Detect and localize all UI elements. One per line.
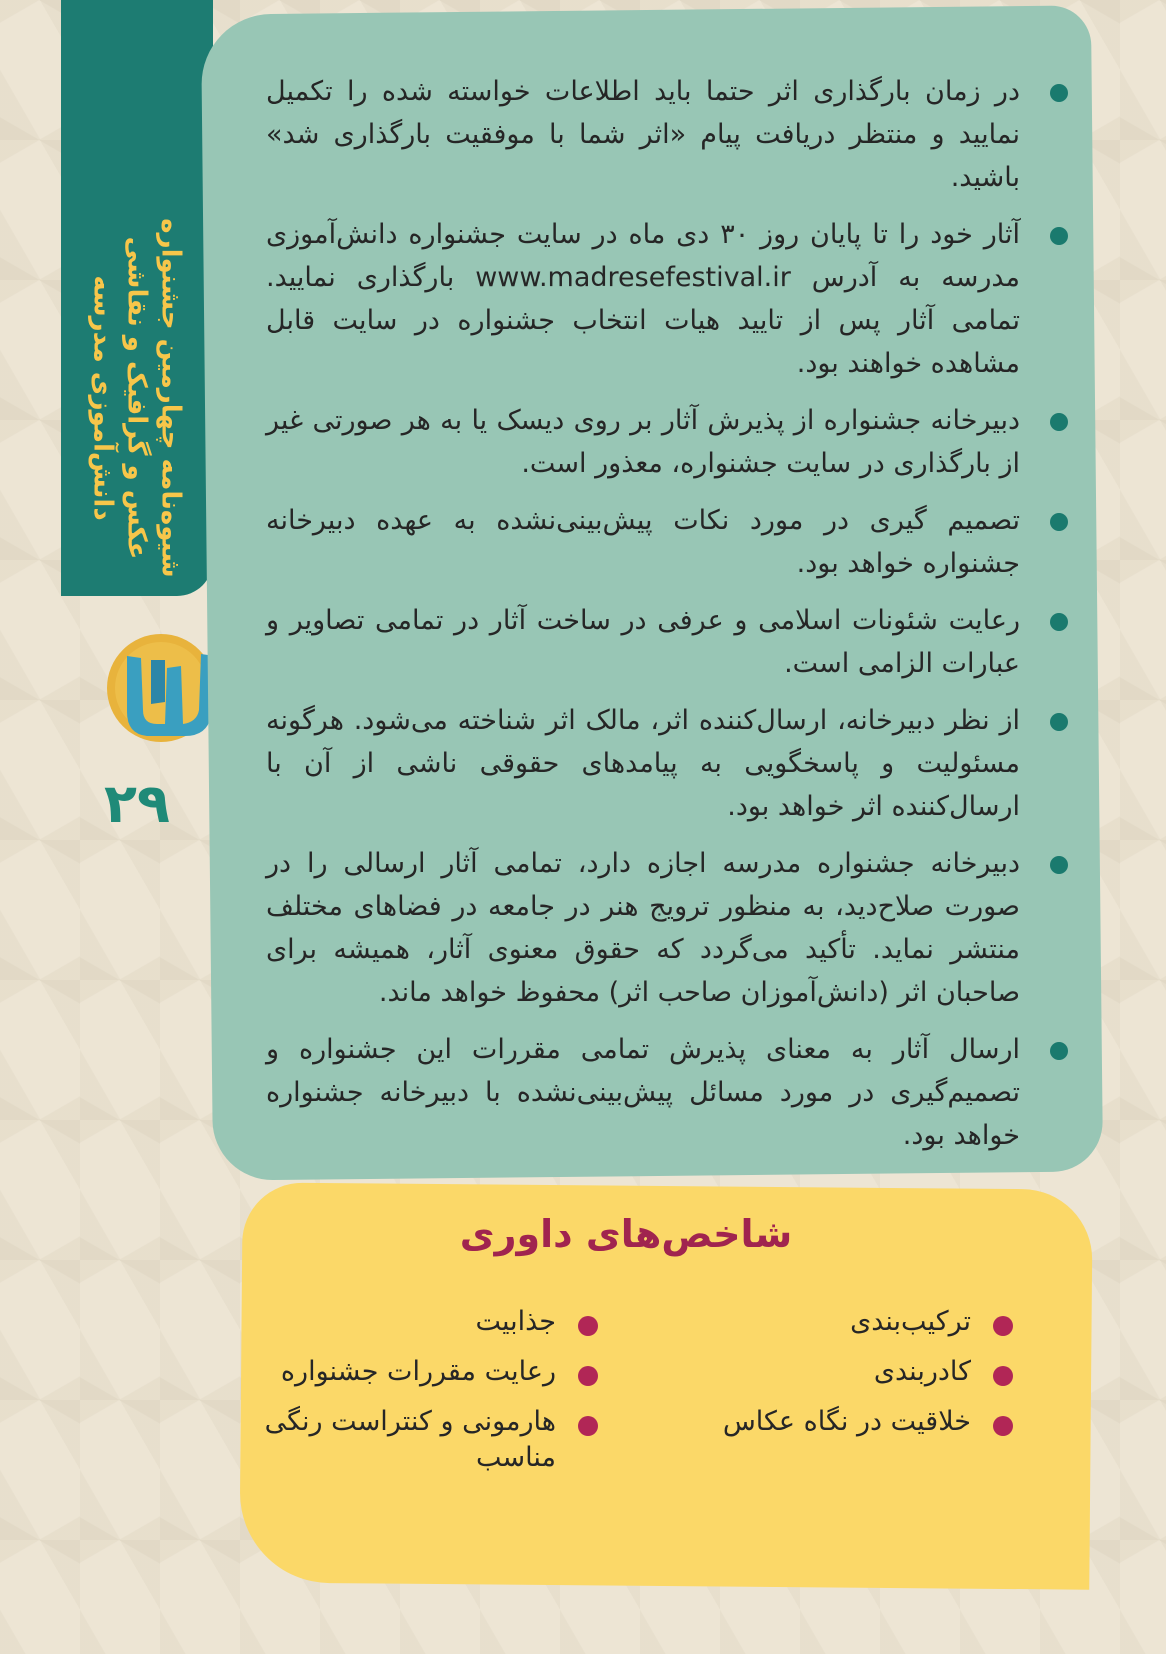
bullet-icon — [578, 1416, 598, 1436]
rule-item — [266, 213, 1076, 385]
bullet-icon — [1050, 613, 1068, 631]
criteria-item — [261, 1354, 606, 1390]
rule-text: در زمان بارگذاری اثر حتما باید اطلاعات خواسته شده را تکمیل نمایید و منتظر دریافت پیام «اثر شما با موفقیت بارگذاری شد» باشید. — [266, 76, 1020, 193]
bullet-icon — [993, 1416, 1013, 1436]
criteria-text: خلاقیت در نگاه عکاس — [722, 1406, 971, 1437]
rule-text: دبیرخانه جشنواره مدرسه اجازه دارد، تمامی آثار ارسالی را در صورت صلاح‌دید، به منظور ترویج هنر در جامعه در فضاهای مختلف منتشر نماید. تأکید می‌گردد که حقوق معنوی آثار، همیشه برای صاحبان اثر (دانش‌آموزان صاحب اثر) محفوظ خواهد ماند. — [266, 848, 1020, 1008]
side-title — [65, 218, 209, 578]
bullet-icon — [1050, 1042, 1068, 1060]
bullet-icon — [1050, 227, 1068, 245]
bullet-icon — [1050, 513, 1068, 531]
criteria-item — [261, 1304, 606, 1340]
rule-text: تصمیم گیری در مورد نکات پیش‌بینی‌نشده به عهده دبیرخانه جشنواره خواهد بود. — [266, 505, 1020, 579]
rule-text: از نظر دبیرخانه، ارسال‌کننده اثر، مالک اثر شناخته می‌شود. هرگونه مسئولیت و پاسخگویی به پیامدهای حقوقی ناشی از آن با ارسال‌کننده اثر خواهد بود. — [266, 705, 1020, 822]
bullet-icon — [1050, 856, 1068, 874]
rule-item — [266, 70, 1076, 199]
rule-text: دبیرخانه جشنواره از پذیرش آثار بر روی دیسک یا به هر صورتی غیر از بارگذاری در سایت جشنواره، معذور است. — [266, 405, 1020, 479]
criteria-text: کادربندی — [873, 1356, 971, 1387]
side-title-line-3: دانش‌آموزی مدرسه — [88, 275, 118, 521]
festival-logo-icon — [105, 632, 217, 744]
criteria-text: رعایت مقررات جشنواره — [280, 1356, 556, 1387]
bullet-icon — [1050, 84, 1068, 102]
bullet-icon — [1050, 413, 1068, 431]
criteria-item — [691, 1304, 1021, 1340]
rule-text: رعایت شئونات اسلامی و عرفی در ساخت آثار در تمامی تصاویر و عبارات الزامی است. — [266, 605, 1020, 679]
criteria-item — [261, 1404, 606, 1476]
rule-item — [266, 699, 1076, 828]
rule-item — [266, 499, 1076, 585]
bullet-icon — [1050, 713, 1068, 731]
rule-item — [266, 1028, 1076, 1157]
criteria-list-right — [691, 1304, 1021, 1454]
criteria-title: شاخص‌های داوری — [459, 1212, 793, 1256]
rule-item — [266, 399, 1076, 485]
criteria-item — [691, 1354, 1021, 1390]
side-title-line-2: عکس و گرافیک و نقاشی — [122, 236, 152, 560]
rule-text: ارسال آثار به معنای پذیرش تمامی مقررات این جشنواره و تصمیم‌گیری در مورد مسائل پیش‌بینی‌نشده با دبیرخانه جشنواره خواهد بود. — [266, 1034, 1020, 1151]
criteria-text: ترکیب‌بندی — [850, 1306, 971, 1337]
criteria-list-left — [261, 1304, 606, 1490]
criteria-text: هارمونی و کنتراست رنگی مناسب — [264, 1406, 556, 1473]
bullet-icon — [578, 1316, 598, 1336]
criteria-item — [691, 1404, 1021, 1440]
rules-list — [266, 70, 1076, 1171]
rule-text: آثار خود را تا پایان روز ۳۰ دی ماه در سایت جشنواره دانش‌آموزی مدرسه به آدرس www.madresefestival.ir بارگذاری نمایید. تمامی آثار پس از تایید هیات انتخاب جشنواره در سایت قابل مشاهده خواهند بود. — [266, 219, 1020, 379]
rule-item — [266, 842, 1076, 1014]
page-number: ۲۹ — [104, 772, 170, 835]
bullet-icon — [993, 1316, 1013, 1336]
criteria-text: جذابیت — [475, 1306, 556, 1337]
side-title-line-1: شیوه‌نامه چهارمین جشنواره — [156, 218, 186, 578]
bullet-icon — [578, 1366, 598, 1386]
bullet-icon — [993, 1366, 1013, 1386]
rule-item — [266, 599, 1076, 685]
